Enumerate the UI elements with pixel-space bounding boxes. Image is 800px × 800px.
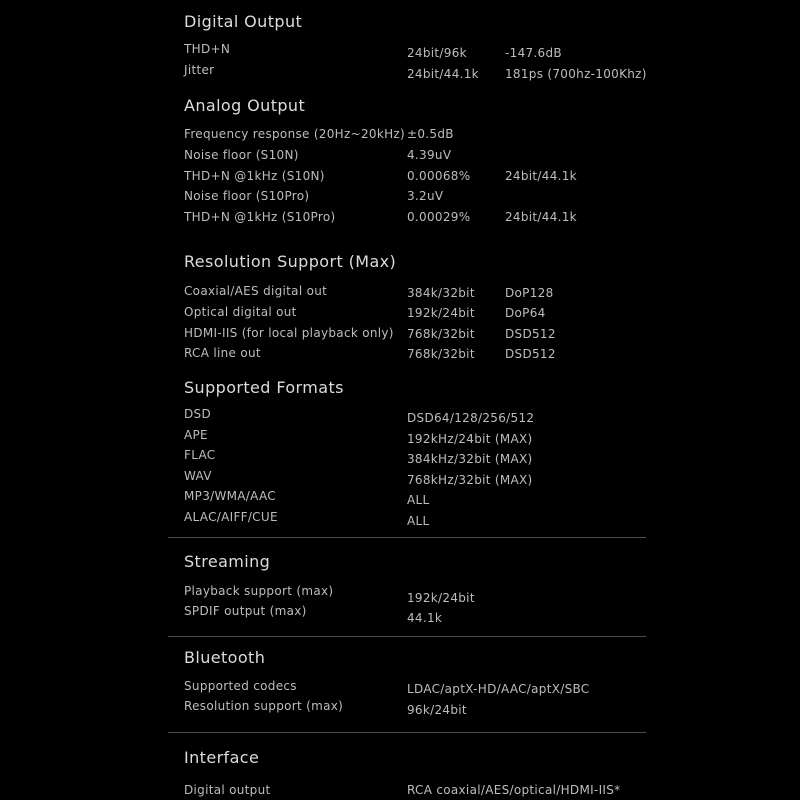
spec-label: WAV bbox=[184, 469, 212, 483]
spec-value: -147.6dB bbox=[505, 46, 562, 60]
spec-value: 24bit/44.1k bbox=[505, 210, 577, 224]
spec-value: RCA coaxial/AES/optical/HDMI-IIS* bbox=[407, 783, 621, 797]
spec-label: Playback support (max) bbox=[184, 584, 334, 598]
spec-value: 44.1k bbox=[407, 611, 443, 625]
section-title: Supported Formats bbox=[184, 378, 344, 397]
spec-value: DSD64/128/256/512 bbox=[407, 411, 535, 425]
spec-label: FLAC bbox=[184, 448, 216, 462]
spec-label: Optical digital out bbox=[184, 305, 297, 319]
spec-label: RCA line out bbox=[184, 346, 261, 360]
spec-value: LDAC/aptX-HD/AAC/aptX/SBC bbox=[407, 682, 590, 696]
spec-label: DSD bbox=[184, 407, 211, 421]
spec-value: DoP64 bbox=[505, 306, 546, 320]
spec-label: SPDIF output (max) bbox=[184, 604, 307, 618]
section-title: Resolution Support (Max) bbox=[184, 252, 397, 271]
section-title: Streaming bbox=[184, 552, 271, 571]
spec-value: 4.39uV bbox=[407, 148, 452, 162]
spec-value: 768kHz/32bit (MAX) bbox=[407, 473, 533, 487]
spec-value: 0.00029% bbox=[407, 210, 471, 224]
spec-label: APE bbox=[184, 428, 208, 442]
spec-value: ALL bbox=[407, 514, 430, 528]
spec-value: DSD512 bbox=[505, 327, 556, 341]
spec-value: DoP128 bbox=[505, 286, 554, 300]
spec-value: 192k/24bit bbox=[407, 591, 475, 605]
spec-label: THD+N @1kHz (S10Pro) bbox=[184, 210, 336, 224]
spec-value: 3.2uV bbox=[407, 189, 444, 203]
spec-value: ALL bbox=[407, 493, 430, 507]
spec-label: Jitter bbox=[184, 63, 215, 77]
section-title: Bluetooth bbox=[184, 648, 266, 667]
spec-value: 768k/32bit bbox=[407, 347, 475, 361]
spec-value: 384k/32bit bbox=[407, 286, 475, 300]
section-title: Interface bbox=[184, 748, 260, 767]
spec-value: 24bit/44.1k bbox=[407, 67, 479, 81]
spec-label: Resolution support (max) bbox=[184, 699, 344, 713]
spec-label: THD+N bbox=[184, 42, 231, 56]
section-divider bbox=[168, 537, 646, 538]
spec-value: 181ps (700hz-100Khz) bbox=[505, 67, 647, 81]
section-divider bbox=[168, 636, 646, 637]
spec-label: ALAC/AIFF/CUE bbox=[184, 510, 278, 524]
spec-label: HDMI-IIS (for local playback only) bbox=[184, 326, 394, 340]
section-title: Analog Output bbox=[184, 96, 306, 115]
spec-value: 24bit/44.1k bbox=[505, 169, 577, 183]
spec-value: 384kHz/32bit (MAX) bbox=[407, 452, 533, 466]
spec-value: 96k/24bit bbox=[407, 703, 467, 717]
spec-label: Digital output bbox=[184, 783, 271, 797]
spec-value: 768k/32bit bbox=[407, 327, 475, 341]
spec-label: Noise floor (S10Pro) bbox=[184, 189, 310, 203]
spec-label: MP3/WMA/AAC bbox=[184, 489, 276, 503]
spec-value: ±0.5dB bbox=[407, 127, 454, 141]
spec-label: Noise floor (S10N) bbox=[184, 148, 299, 162]
spec-value: 192kHz/24bit (MAX) bbox=[407, 432, 533, 446]
spec-value: 192k/24bit bbox=[407, 306, 475, 320]
spec-label: THD+N @1kHz (S10N) bbox=[184, 169, 325, 183]
spec-value: DSD512 bbox=[505, 347, 556, 361]
spec-label: Frequency response (20Hz~20kHz) bbox=[184, 127, 405, 141]
spec-value: 24bit/96k bbox=[407, 46, 467, 60]
spec-value: 0.00068% bbox=[407, 169, 471, 183]
spec-label: Supported codecs bbox=[184, 679, 297, 693]
section-title: Digital Output bbox=[184, 12, 303, 31]
spec-label: Coaxial/AES digital out bbox=[184, 284, 328, 298]
section-divider bbox=[168, 732, 646, 733]
